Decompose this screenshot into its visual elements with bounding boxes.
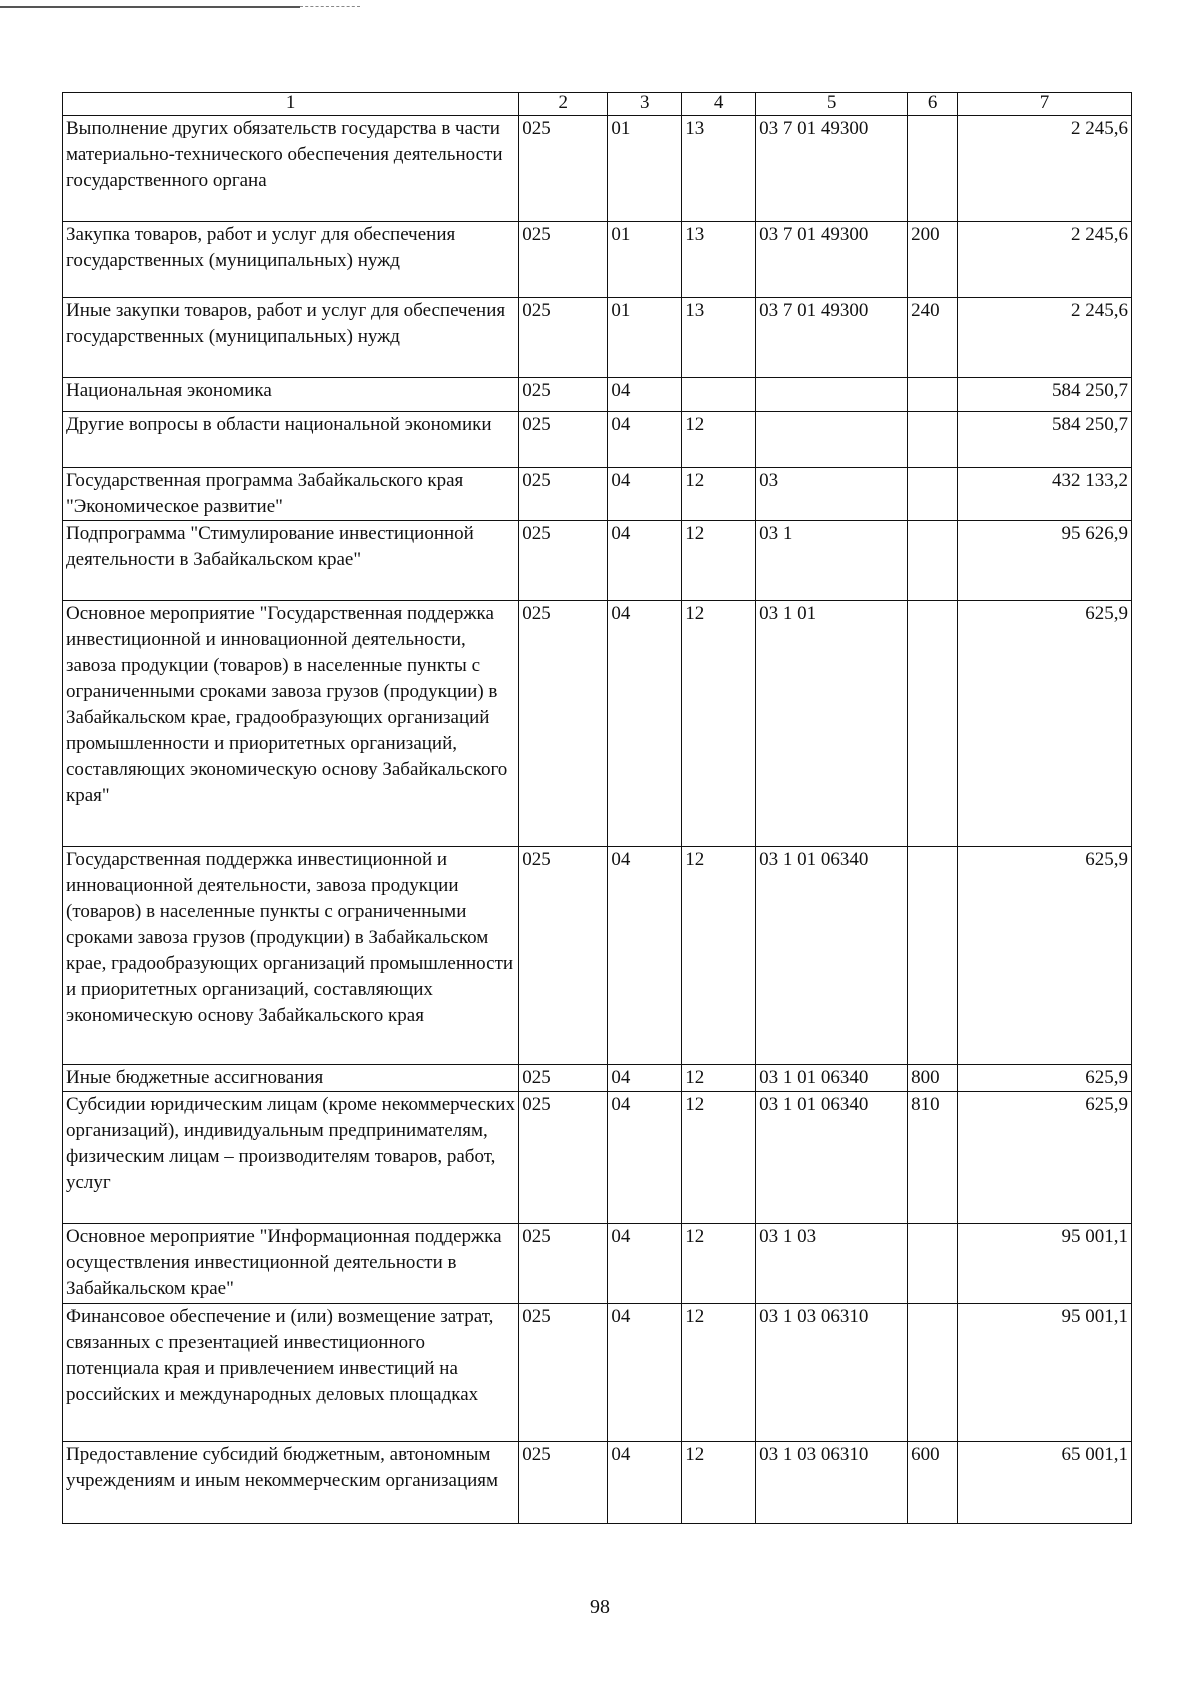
top-rule bbox=[0, 6, 300, 8]
table-row bbox=[63, 222, 1132, 298]
table-row bbox=[63, 116, 1132, 222]
subsection-code: 12 bbox=[682, 468, 756, 521]
ministry-code: 025 bbox=[519, 412, 608, 468]
expense-type-code bbox=[908, 468, 958, 521]
section-code: 01 bbox=[608, 222, 682, 298]
expense-type-code: 810 bbox=[908, 1092, 958, 1224]
expense-type-code bbox=[908, 412, 958, 468]
table-row bbox=[63, 1224, 1132, 1304]
table-row bbox=[63, 847, 1132, 1065]
expense-type-code bbox=[908, 1304, 958, 1442]
column-header: 3 bbox=[608, 93, 682, 116]
section-code: 01 bbox=[608, 116, 682, 222]
section-code: 04 bbox=[608, 1304, 682, 1442]
table-row bbox=[63, 298, 1132, 378]
expense-type-code bbox=[908, 378, 958, 412]
ministry-code: 025 bbox=[519, 1304, 608, 1442]
section-code: 04 bbox=[608, 412, 682, 468]
subsection-code: 12 bbox=[682, 601, 756, 847]
section-code: 04 bbox=[608, 521, 682, 601]
table-row bbox=[63, 1304, 1132, 1442]
section-code: 04 bbox=[608, 1442, 682, 1524]
column-header: 5 bbox=[756, 93, 908, 116]
target-article-code: 03 bbox=[756, 468, 908, 521]
subsection-code bbox=[682, 378, 756, 412]
row-name: Государственная поддержка инвестиционной и инновационной деятельности, завоза продукции (товаров) в населенные пункты с ограниченными сроками завоза грузов (продукции) в Забайкальском крае, градообразующих организаций промышленности и приоритетных организаций, составляющих экономическую основу Забайкальского края bbox=[63, 847, 519, 1065]
target-article-code bbox=[756, 378, 908, 412]
target-article-code: 03 1 01 06340 bbox=[756, 1092, 908, 1224]
ministry-code: 025 bbox=[519, 1224, 608, 1304]
row-name: Основное мероприятие "Государственная поддержка инвестиционной и инновационной деятельности, завоза продукции (товаров) в населенные пункты с ограниченными сроками завоза грузов (продукции) в Забайкальском крае, градообразующих организаций промышленности и приоритетных организаций, составляющих экономическую основу Забайкальского края" bbox=[63, 601, 519, 847]
row-name: Закупка товаров, работ и услуг для обеспечения государственных (муниципальных) нужд bbox=[63, 222, 519, 298]
subsection-code: 12 bbox=[682, 1304, 756, 1442]
amount: 432 133,2 bbox=[958, 468, 1132, 521]
table-row bbox=[63, 601, 1132, 847]
target-article-code: 03 1 03 bbox=[756, 1224, 908, 1304]
row-name: Выполнение других обязательств государства в части материально-технического обеспечения деятельности государственного органа bbox=[63, 116, 519, 222]
target-article-code: 03 7 01 49300 bbox=[756, 116, 908, 222]
ministry-code: 025 bbox=[519, 601, 608, 847]
table-row bbox=[63, 1092, 1132, 1224]
table-row bbox=[63, 468, 1132, 521]
column-header: 4 bbox=[682, 93, 756, 116]
column-header: 7 bbox=[958, 93, 1132, 116]
subsection-code: 13 bbox=[682, 116, 756, 222]
subsection-code: 13 bbox=[682, 222, 756, 298]
expense-type-code bbox=[908, 116, 958, 222]
expense-type-code: 600 bbox=[908, 1442, 958, 1524]
amount: 2 245,6 bbox=[958, 298, 1132, 378]
ministry-code: 025 bbox=[519, 1442, 608, 1524]
table-row bbox=[63, 521, 1132, 601]
top-rule-dashed bbox=[300, 6, 360, 7]
subsection-code: 12 bbox=[682, 1065, 756, 1092]
amount: 625,9 bbox=[958, 1092, 1132, 1224]
subsection-code: 12 bbox=[682, 412, 756, 468]
target-article-code: 03 7 01 49300 bbox=[756, 298, 908, 378]
subsection-code: 12 bbox=[682, 847, 756, 1065]
expense-type-code: 800 bbox=[908, 1065, 958, 1092]
ministry-code: 025 bbox=[519, 468, 608, 521]
ministry-code: 025 bbox=[519, 222, 608, 298]
row-name: Национальная экономика bbox=[63, 378, 519, 412]
target-article-code: 03 1 03 06310 bbox=[756, 1442, 908, 1524]
row-name: Иные закупки товаров, работ и услуг для обеспечения государственных (муниципальных) нужд bbox=[63, 298, 519, 378]
amount: 95 626,9 bbox=[958, 521, 1132, 601]
row-name: Основное мероприятие "Информационная поддержка осуществления инвестиционной деятельности в Забайкальском крае" bbox=[63, 1224, 519, 1304]
ministry-code: 025 bbox=[519, 378, 608, 412]
target-article-code bbox=[756, 412, 908, 468]
target-article-code: 03 1 03 06310 bbox=[756, 1304, 908, 1442]
row-name: Иные бюджетные ассигнования bbox=[63, 1065, 519, 1092]
amount: 95 001,1 bbox=[958, 1304, 1132, 1442]
row-name: Государственная программа Забайкальского края "Экономическое развитие" bbox=[63, 468, 519, 521]
expense-type-code bbox=[908, 1224, 958, 1304]
amount: 2 245,6 bbox=[958, 222, 1132, 298]
table-row bbox=[63, 378, 1132, 412]
subsection-code: 12 bbox=[682, 1442, 756, 1524]
target-article-code: 03 7 01 49300 bbox=[756, 222, 908, 298]
expense-type-code: 240 bbox=[908, 298, 958, 378]
expense-type-code bbox=[908, 847, 958, 1065]
row-name: Субсидии юридическим лицам (кроме некоммерческих организаций), индивидуальным предпринимателям, физическим лицам – производителям товаров, работ, услуг bbox=[63, 1092, 519, 1224]
section-code: 04 bbox=[608, 601, 682, 847]
table-row bbox=[63, 1442, 1132, 1524]
table-header-row bbox=[63, 93, 1132, 116]
section-code: 04 bbox=[608, 378, 682, 412]
amount: 625,9 bbox=[958, 847, 1132, 1065]
subsection-code: 12 bbox=[682, 1224, 756, 1304]
target-article-code: 03 1 01 06340 bbox=[756, 847, 908, 1065]
amount: 2 245,6 bbox=[958, 116, 1132, 222]
section-code: 04 bbox=[608, 1065, 682, 1092]
ministry-code: 025 bbox=[519, 298, 608, 378]
target-article-code: 03 1 bbox=[756, 521, 908, 601]
section-code: 04 bbox=[608, 468, 682, 521]
table-row bbox=[63, 412, 1132, 468]
ministry-code: 025 bbox=[519, 1065, 608, 1092]
subsection-code: 12 bbox=[682, 521, 756, 601]
row-name: Предоставление субсидий бюджетным, автономным учреждениям и иным некоммерческим организациям bbox=[63, 1442, 519, 1524]
column-header: 6 bbox=[908, 93, 958, 116]
budget-table bbox=[62, 92, 1132, 1524]
subsection-code: 12 bbox=[682, 1092, 756, 1224]
table-row bbox=[63, 1065, 1132, 1092]
row-name: Подпрограмма "Стимулирование инвестиционной деятельности в Забайкальском крае" bbox=[63, 521, 519, 601]
column-header: 1 bbox=[63, 93, 519, 116]
row-name: Финансовое обеспечение и (или) возмещение затрат, связанных с презентацией инвестиционного потенциала края и привлечением инвестиций на российских и международных деловых площадках bbox=[63, 1304, 519, 1442]
subsection-code: 13 bbox=[682, 298, 756, 378]
column-header: 2 bbox=[519, 93, 608, 116]
expense-type-code bbox=[908, 521, 958, 601]
ministry-code: 025 bbox=[519, 116, 608, 222]
ministry-code: 025 bbox=[519, 521, 608, 601]
ministry-code: 025 bbox=[519, 847, 608, 1065]
expense-type-code bbox=[908, 601, 958, 847]
section-code: 04 bbox=[608, 847, 682, 1065]
amount: 625,9 bbox=[958, 1065, 1132, 1092]
amount: 584 250,7 bbox=[958, 412, 1132, 468]
section-code: 01 bbox=[608, 298, 682, 378]
section-code: 04 bbox=[608, 1092, 682, 1224]
page-number: 98 bbox=[590, 1596, 610, 1618]
expense-type-code: 200 bbox=[908, 222, 958, 298]
amount: 95 001,1 bbox=[958, 1224, 1132, 1304]
amount: 584 250,7 bbox=[958, 378, 1132, 412]
target-article-code: 03 1 01 bbox=[756, 601, 908, 847]
target-article-code: 03 1 01 06340 bbox=[756, 1065, 908, 1092]
amount: 65 001,1 bbox=[958, 1442, 1132, 1524]
ministry-code: 025 bbox=[519, 1092, 608, 1224]
row-name: Другие вопросы в области национальной экономики bbox=[63, 412, 519, 468]
section-code: 04 bbox=[608, 1224, 682, 1304]
amount: 625,9 bbox=[958, 601, 1132, 847]
